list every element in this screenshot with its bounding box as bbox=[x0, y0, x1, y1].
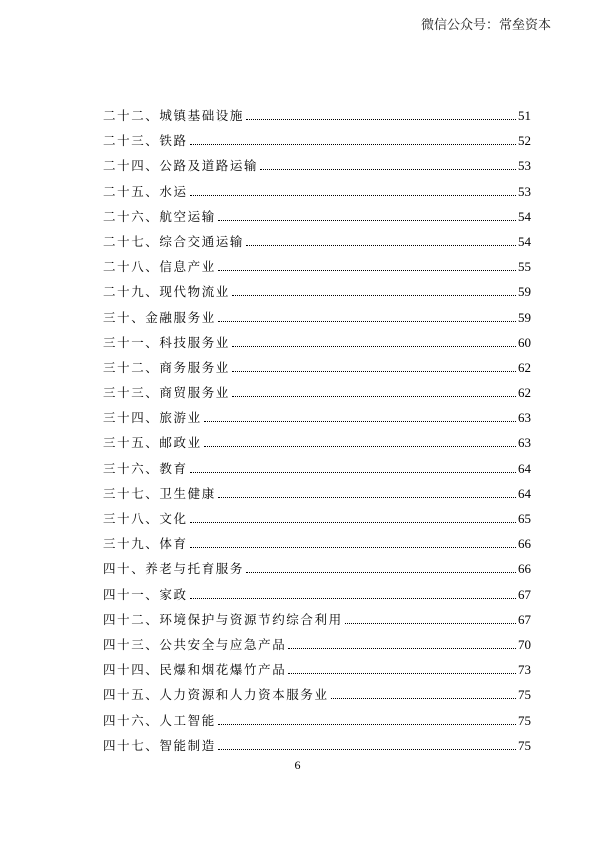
toc-entry-page: 73 bbox=[518, 662, 531, 678]
toc-entry-page: 63 bbox=[518, 410, 531, 426]
toc-entry[interactable] bbox=[103, 405, 531, 430]
toc-leader-dots bbox=[190, 547, 516, 548]
watermark-text: 微信公众号：常垒资本 bbox=[420, 18, 551, 33]
toc-leader-dots bbox=[190, 598, 516, 599]
toc-leader-dots bbox=[218, 724, 516, 725]
toc-leader-dots bbox=[232, 346, 516, 347]
toc-entry-page: 65 bbox=[518, 511, 531, 526]
toc-entry[interactable] bbox=[103, 179, 531, 204]
toc-entry[interactable] bbox=[103, 632, 531, 657]
toc-entry-page: 70 bbox=[518, 636, 531, 652]
toc-entry-title: 二十二、城镇基础设施 bbox=[103, 108, 245, 123]
toc-leader-dots bbox=[190, 144, 516, 145]
toc-entry-title: 三十、金融服务业 bbox=[103, 309, 216, 325]
toc-leader-dots bbox=[260, 169, 516, 170]
toc-entry[interactable] bbox=[103, 506, 531, 531]
toc-entry-title: 二十五、水运 bbox=[103, 183, 188, 199]
toc-entry[interactable] bbox=[103, 305, 531, 330]
toc-entry-page: 54 bbox=[518, 208, 531, 224]
toc-entry-page: 75 bbox=[518, 737, 531, 753]
toc-entry[interactable] bbox=[103, 582, 531, 607]
toc-entry[interactable] bbox=[103, 279, 531, 304]
toc-entry-page: 64 bbox=[518, 460, 531, 476]
toc-entry[interactable] bbox=[103, 430, 531, 455]
toc-entry-title: 四十三、公共安全与应急产品 bbox=[103, 636, 287, 652]
toc-entry[interactable] bbox=[103, 733, 531, 758]
toc-entry-page: 60 bbox=[518, 334, 531, 350]
toc-leader-dots bbox=[190, 195, 516, 196]
toc-leader-dots bbox=[288, 648, 516, 649]
toc-entry-title: 三十五、邮政业 bbox=[103, 435, 202, 451]
toc-leader-dots bbox=[246, 572, 516, 573]
toc-entry-title: 三十三、商贸服务业 bbox=[103, 385, 230, 401]
toc-entry[interactable] bbox=[103, 229, 531, 254]
toc-entry[interactable] bbox=[103, 330, 531, 355]
toc-entry-page: 66 bbox=[518, 561, 531, 577]
toc-entry-title: 二十三、铁路 bbox=[103, 133, 188, 149]
toc-entry-title: 二十七、综合交通运输 bbox=[103, 233, 245, 249]
toc-entry[interactable] bbox=[103, 153, 531, 178]
toc-entry-page: 64 bbox=[518, 485, 531, 501]
toc-leader-dots bbox=[232, 295, 516, 296]
toc-leader-dots bbox=[246, 119, 516, 120]
toc-entry-title: 四十一、家政 bbox=[103, 586, 188, 602]
toc-leader-dots bbox=[232, 371, 516, 372]
toc-entry[interactable] bbox=[103, 355, 531, 380]
toc-leader-dots bbox=[218, 749, 516, 750]
toc-leader-dots bbox=[218, 220, 516, 221]
toc-entry-title: 三十九、体育 bbox=[103, 536, 188, 552]
toc-entry[interactable] bbox=[103, 531, 531, 556]
toc-entry-title: 三十七、卫生健康 bbox=[103, 485, 216, 501]
toc-leader-dots bbox=[190, 522, 516, 523]
toc-leader-dots bbox=[232, 396, 516, 397]
toc-leader-dots bbox=[218, 497, 516, 498]
toc-entry-title: 四十六、人工智能 bbox=[103, 712, 216, 728]
toc-entry-title: 四十、养老与托育服务 bbox=[103, 561, 245, 577]
toc-entry[interactable] bbox=[103, 204, 531, 229]
toc-entry-title: 四十七、智能制造 bbox=[103, 737, 216, 753]
toc-entry-title: 三十一、科技服务业 bbox=[103, 334, 230, 350]
toc-leader-dots bbox=[288, 673, 516, 674]
toc-leader-dots bbox=[190, 472, 516, 473]
toc-entry[interactable] bbox=[103, 128, 531, 153]
toc-entry[interactable] bbox=[103, 456, 531, 481]
toc-entry-page: 62 bbox=[518, 385, 531, 401]
toc-entry-page: 75 bbox=[518, 712, 531, 728]
toc-entry-page: 51 bbox=[518, 108, 531, 123]
toc-leader-dots bbox=[204, 446, 516, 447]
table-of-contents bbox=[103, 103, 531, 758]
toc-leader-dots bbox=[218, 321, 516, 322]
toc-entry-title: 四十五、人力资源和人力资本服务业 bbox=[103, 687, 329, 703]
toc-leader-dots bbox=[246, 245, 516, 246]
page-number: 6 bbox=[294, 758, 301, 772]
toc-entry[interactable] bbox=[103, 254, 531, 279]
toc-entry[interactable] bbox=[103, 607, 531, 632]
toc-entry-title: 四十四、民爆和烟花爆竹产品 bbox=[103, 662, 287, 678]
toc-entry[interactable] bbox=[103, 682, 531, 707]
toc-entry-page: 75 bbox=[518, 687, 531, 703]
toc-entry-title: 二十六、航空运输 bbox=[103, 208, 216, 224]
toc-entry-page: 67 bbox=[518, 586, 531, 602]
toc-entry-page: 59 bbox=[518, 284, 531, 300]
toc-entry-page: 53 bbox=[518, 158, 531, 174]
toc-entry-title: 四十二、环境保护与资源节约综合利用 bbox=[103, 611, 343, 627]
toc-entry-title: 三十四、旅游业 bbox=[103, 410, 202, 426]
toc-entry-title: 二十四、公路及道路运输 bbox=[103, 158, 259, 174]
toc-entry-page: 62 bbox=[518, 359, 531, 375]
toc-entry-page: 53 bbox=[518, 183, 531, 199]
toc-entry-title: 三十八、文化 bbox=[103, 511, 188, 526]
toc-entry[interactable] bbox=[103, 556, 531, 581]
toc-leader-dots bbox=[218, 270, 516, 271]
toc-entry-page: 52 bbox=[518, 133, 531, 149]
toc-entry[interactable] bbox=[103, 708, 531, 733]
toc-leader-dots bbox=[345, 623, 516, 624]
toc-entry-title: 二十八、信息产业 bbox=[103, 259, 216, 275]
toc-entry-page: 63 bbox=[518, 435, 531, 451]
toc-entry-title: 三十六、教育 bbox=[103, 460, 188, 476]
toc-entry[interactable] bbox=[103, 481, 531, 506]
toc-entry-page: 66 bbox=[518, 536, 531, 552]
toc-leader-dots bbox=[331, 698, 516, 699]
toc-entry-title: 三十二、商务服务业 bbox=[103, 359, 230, 375]
toc-entry-page: 59 bbox=[518, 309, 531, 325]
toc-entry[interactable] bbox=[103, 103, 531, 128]
toc-entry[interactable] bbox=[103, 657, 531, 682]
toc-entry-page: 54 bbox=[518, 233, 531, 249]
toc-entry-page: 67 bbox=[518, 611, 531, 627]
toc-entry-title: 二十九、现代物流业 bbox=[103, 284, 230, 300]
toc-leader-dots bbox=[204, 421, 516, 422]
toc-entry-page: 55 bbox=[518, 259, 531, 275]
toc-entry[interactable] bbox=[103, 380, 531, 405]
